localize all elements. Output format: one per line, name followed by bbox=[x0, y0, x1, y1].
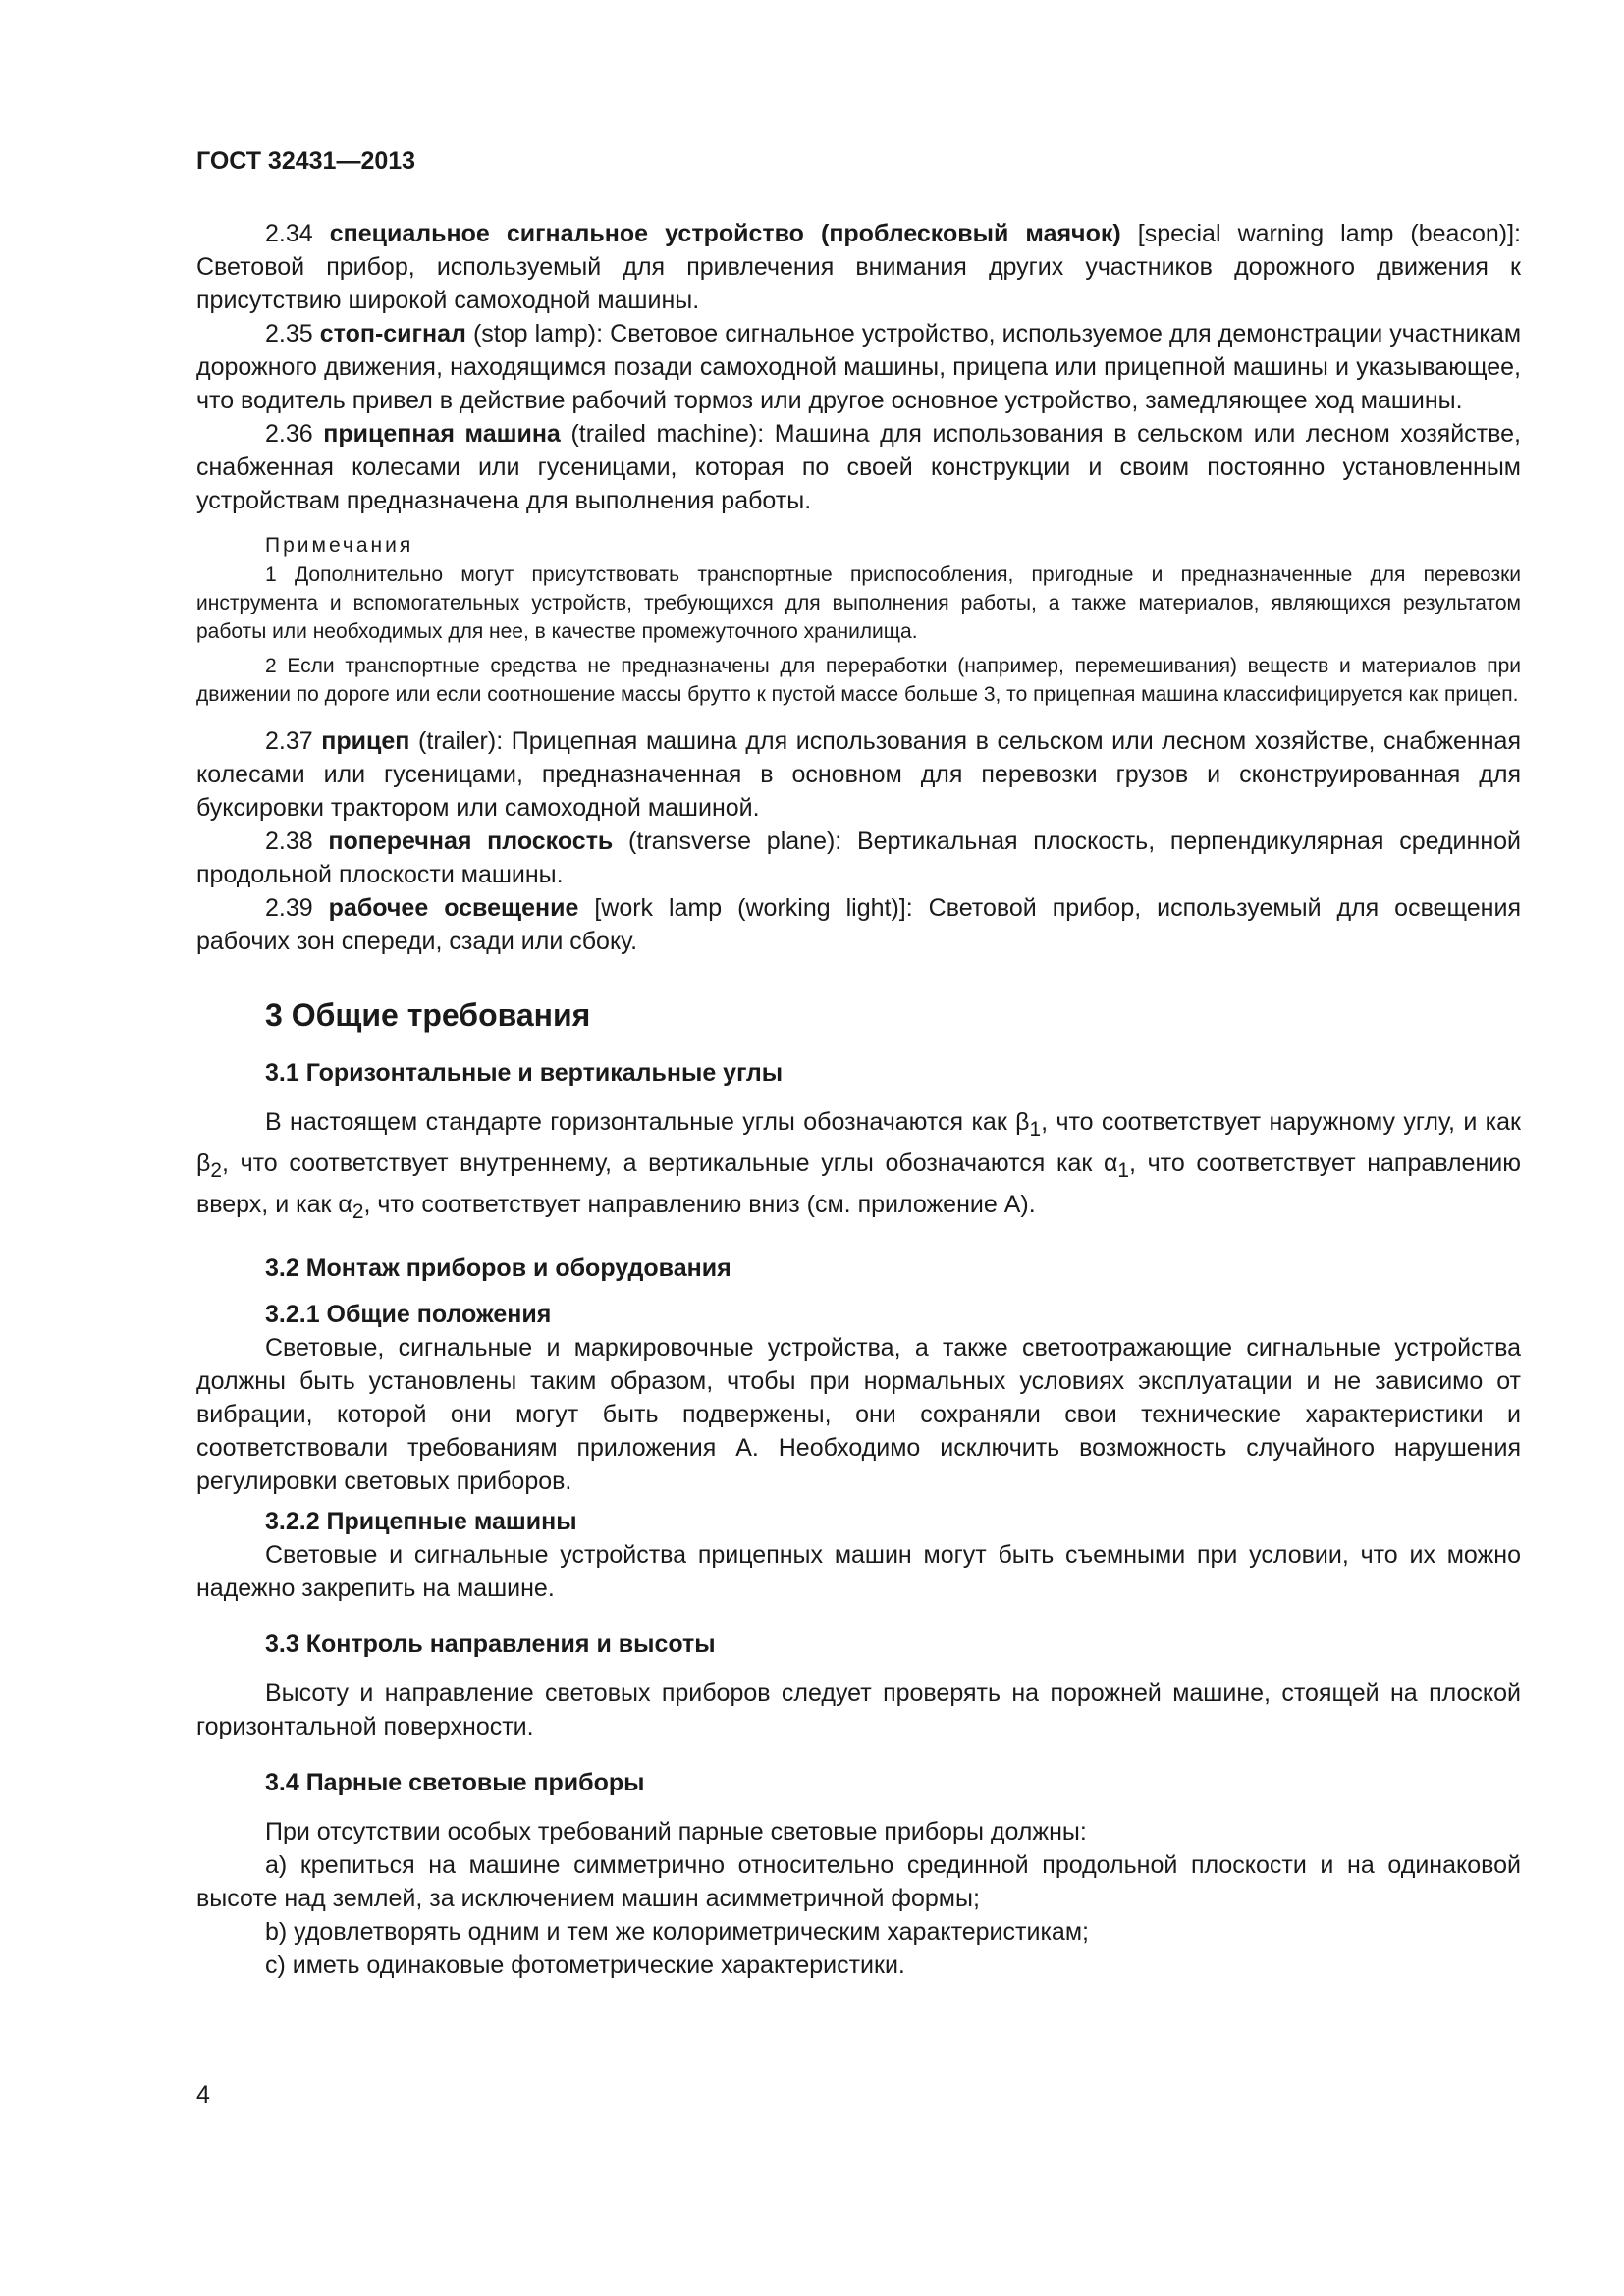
subscript: 2 bbox=[210, 1159, 222, 1182]
page-content bbox=[196, 147, 1521, 1982]
subscript: 1 bbox=[1117, 1159, 1130, 1182]
note-2: 2 Если транспортные средства не предназначены для переработки (например, перемешивания) веществ и материалов при движении по дороге или если соотношение массы брутто к пустой массе больше 3, то прицепная машина классифицируется как прицеп. bbox=[196, 655, 1521, 706]
term-name: стоп-сигнал bbox=[319, 320, 466, 347]
document-header: ГОСТ 32431—2013 bbox=[196, 147, 416, 175]
term-name: рабочее освещение bbox=[328, 894, 579, 922]
text-run: , что соответствует направлению вниз (см. приложение А). bbox=[363, 1191, 1036, 1218]
paragraph-3-3: Высоту и направление световых приборов следует проверять на порожней машине, стоящей на плоской горизонтальной поверхности. bbox=[196, 1680, 1521, 1740]
notes-block bbox=[196, 531, 1521, 709]
symbol-beta: β bbox=[196, 1149, 211, 1177]
section-3-2-2-heading: 3.2.2 Прицепные машины bbox=[265, 1508, 577, 1535]
clause-number: 2.35 bbox=[265, 320, 313, 347]
term-name: специальное сигнальное устройство (проблесковый маячок) bbox=[329, 220, 1121, 247]
clause-number: 2.37 bbox=[265, 727, 313, 755]
clause-number: 2.38 bbox=[265, 828, 313, 855]
definition-2-36 bbox=[196, 417, 1521, 517]
list-item-a: а) крепиться на машине симметрично относительно срединной продольной плоскости и на одинаковой высоте над землей, за исключением машин асимметричной формы; bbox=[196, 1851, 1521, 1912]
symbol-alpha: α bbox=[1103, 1149, 1118, 1177]
term-name: поперечная плоскость bbox=[328, 828, 614, 855]
definition-2-37 bbox=[196, 724, 1521, 825]
clause-number: 2.34 bbox=[265, 220, 313, 247]
definition-2-35 bbox=[196, 317, 1521, 417]
section-3-heading: 3 Общие требования bbox=[265, 997, 591, 1033]
definition-text: (stop lamp): Световое сигнальное устройство, используемое для демонстрации участникам дорожного движения, находящимся позади самоходной машины, прицепа или прицепной машины и указывающее, что водитель привел в действие рабочий тормоз или другое основное устройство, замедляющее ход машины. bbox=[196, 320, 1522, 414]
definition-text: [work lamp (working light)]: Световой прибор, используемый для освещения рабочих зон спереди, сзади или сбоку. bbox=[196, 894, 1521, 955]
paragraph-3-1 bbox=[196, 1105, 1521, 1229]
list-item-b: b) удовлетворять одним и тем же колориметрическим характеристикам; bbox=[265, 1918, 1089, 1946]
definition-text: (trailer): Прицепная машина для использования в сельском или лесном хозяйстве, снабженная колесами или гусеницами, предназначенная в основном для перевозки грузов и сконструированная для буксировки трактором или самоходной машиной. bbox=[196, 727, 1521, 822]
section-3-2-1-heading: 3.2.1 Общие положения bbox=[265, 1301, 552, 1328]
definition-text: [special warning lamp (beacon)]: Световой прибор, используемый для привлечения внимания других участников дорожного движения к присутствию широкой самоходной машины. bbox=[196, 220, 1521, 314]
text-run: , что соответствует направлению вверх, и как bbox=[196, 1149, 1521, 1218]
subscript: 1 bbox=[1029, 1118, 1042, 1141]
definition-2-39 bbox=[196, 891, 1521, 958]
symbol-alpha: α bbox=[338, 1191, 352, 1218]
paragraph-3-4-intro: При отсутствии особых требований парные световые приборы должны: bbox=[265, 1818, 1087, 1845]
text-run: , что соответствует наружному углу, и как bbox=[1041, 1108, 1521, 1136]
clause-number: 2.36 bbox=[265, 420, 313, 448]
definition-2-34 bbox=[196, 217, 1521, 317]
clause-number: 2.39 bbox=[265, 894, 313, 922]
section-3-1-heading: 3.1 Горизонтальные и вертикальные углы bbox=[265, 1059, 784, 1087]
text-run: В настоящем стандарте горизонтальные углы обозначаются как bbox=[265, 1108, 1016, 1136]
definition-text: (trailed machine): Машина для использования в сельском или лесном хозяйстве, снабженная колесами или гусеницами, которая по своей конструкции и своим постоянно установленным устройствам предназначена для выполнения работы. bbox=[196, 420, 1521, 514]
note-1: 1 Дополнительно могут присутствовать транспортные приспособления, пригодные и предназначенные для перевозки инструмента и вспомогательных устройств, требующихся для выполнения работы, а также материалов, являющихся результатом работы или необходимых для нее, в качестве промежуточного хранилища. bbox=[196, 563, 1521, 643]
paragraph-3-2-1: Световые, сигнальные и маркировочные устройства, а также светоотражающие сигнальные устройства должны быть установлены таким образом, чтобы при нормальных условиях эксплуатации и не зависимо от вибрации, которой они могут быть подвержены, они сохраняли свои технические характеристики и соответствовали требованиям приложения А. Необходимо исключить возможность случайного нарушения регулировки световых приборов. bbox=[196, 1334, 1521, 1495]
list-item-c: c) иметь одинаковые фотометрические характеристики. bbox=[265, 1951, 905, 1979]
subscript: 2 bbox=[352, 1201, 364, 1223]
section-3-3-heading: 3.3 Контроль направления и высоты bbox=[265, 1630, 716, 1658]
term-name: прицеп bbox=[321, 727, 410, 755]
symbol-beta: β bbox=[1015, 1108, 1030, 1136]
definition-2-38 bbox=[196, 825, 1521, 891]
section-3-2-heading: 3.2 Монтаж приборов и оборудования bbox=[265, 1255, 731, 1282]
section-3-4-heading: 3.4 Парные световые приборы bbox=[265, 1769, 645, 1796]
paragraph-3-2-2: Световые и сигнальные устройства прицепных машин могут быть съемными при условии, что их можно надежно закрепить на машине. bbox=[196, 1541, 1521, 1602]
definition-text: (transverse plane): Вертикальная плоскость, перпендикулярная срединной продольной плоскости машины. bbox=[196, 828, 1521, 888]
notes-title: Примечания bbox=[265, 534, 414, 557]
page-number: 4 bbox=[196, 2081, 210, 2109]
text-run: , что соответствует внутреннему, а вертикальные углы обозначаются как bbox=[221, 1149, 1104, 1177]
term-name: прицепная машина bbox=[323, 420, 561, 448]
